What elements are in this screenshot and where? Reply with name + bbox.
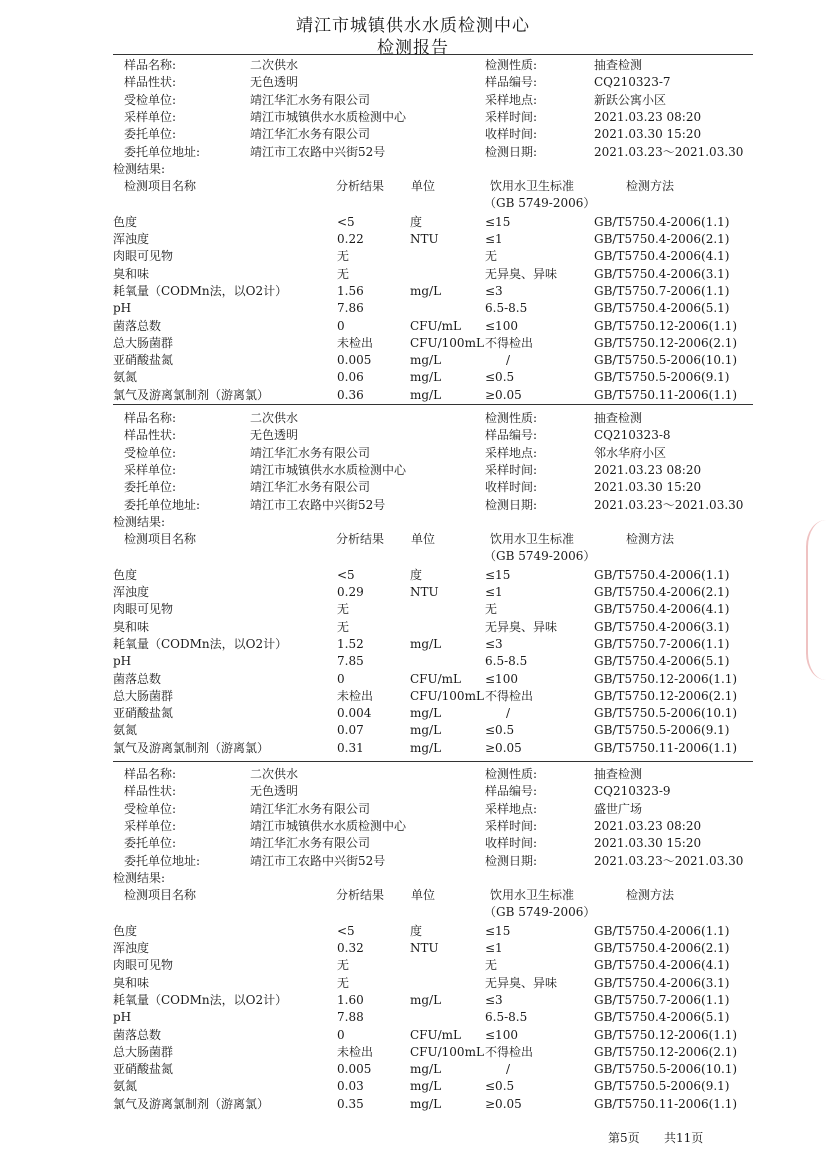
item-standard: ≥0.05 xyxy=(485,1096,522,1111)
item-name: 色度 xyxy=(113,923,138,938)
field-label: 样品编号: xyxy=(485,428,538,443)
item-standard: 无异臭、异味 xyxy=(485,619,558,634)
item-method: GB/T5750.7-2006(1.1) xyxy=(594,283,730,298)
field-label: 样品名称: xyxy=(124,58,177,72)
item-standard: 不得检出 xyxy=(485,335,534,350)
item-standard: / xyxy=(506,353,511,368)
item-unit: CFU/100mL xyxy=(410,335,484,350)
field-label: 采样时间: xyxy=(485,818,538,833)
item-method: GB/T5750.5-2006(9.1) xyxy=(594,1079,730,1094)
item-result: 1.56 xyxy=(337,283,364,298)
field-value: 盛世广场 xyxy=(594,801,643,816)
item-standard: 无 xyxy=(485,249,498,264)
item-method: GB/T5750.4-2006(5.1) xyxy=(594,654,730,669)
item-method: GB/T5750.4-2006(5.1) xyxy=(594,301,730,316)
column-header: 检测方法 xyxy=(626,888,675,903)
top-rule xyxy=(113,54,753,55)
item-method: GB/T5750.12-2006(2.1) xyxy=(594,688,738,703)
section-divider xyxy=(113,761,753,762)
item-name: 氯气及游离氯制剂（游离氯） xyxy=(113,387,270,402)
item-name: 肉眼可见物 xyxy=(113,249,174,264)
item-standard: 不得检出 xyxy=(485,1044,534,1059)
item-standard: 无异臭、异味 xyxy=(485,266,558,281)
item-name: 菌落总数 xyxy=(113,1027,162,1042)
item-method: GB/T5750.4-2006(2.1) xyxy=(594,585,730,599)
item-standard: ≤100 xyxy=(485,318,518,333)
item-standard: 6.5-8.5 xyxy=(485,301,528,316)
field-label: 委托单位: xyxy=(124,836,177,851)
item-result: 0.36 xyxy=(337,387,364,402)
item-standard: ≥0.05 xyxy=(485,387,522,402)
item-name: 浑浊度 xyxy=(113,941,150,955)
item-standard: / xyxy=(506,706,511,721)
item-name: 亚硝酸盐氮 xyxy=(113,1062,174,1077)
item-result: 7.88 xyxy=(337,1010,364,1025)
item-standard: 6.5-8.5 xyxy=(485,1010,528,1025)
field-label: 检测性质: xyxy=(485,411,538,425)
item-result: 无 xyxy=(337,266,350,281)
item-method: GB/T5750.12-2006(1.1) xyxy=(594,1027,738,1042)
field-value: 2021.03.23～2021.03.30 xyxy=(594,144,744,159)
field-label: 采样单位: xyxy=(124,462,177,477)
item-unit: 度 xyxy=(410,923,423,938)
item-unit: mg/L xyxy=(410,723,442,738)
column-header: 饮用水卫生标准 xyxy=(490,888,575,903)
item-method: GB/T5750.4-2006(1.1) xyxy=(594,923,730,938)
item-result: 0.06 xyxy=(337,370,364,385)
field-label: 委托单位: xyxy=(124,127,177,142)
item-name: 亚硝酸盐氮 xyxy=(113,706,174,721)
item-standard: ≤0.5 xyxy=(485,1079,515,1094)
item-result: 无 xyxy=(337,958,350,973)
field-label: 委托单位: xyxy=(124,480,177,495)
item-method: GB/T5750.12-2006(2.1) xyxy=(594,335,738,350)
column-header: 检测方法 xyxy=(626,532,675,547)
item-result: 0.32 xyxy=(337,941,364,955)
item-standard: ≤100 xyxy=(485,1027,518,1042)
sample-section xyxy=(0,57,826,407)
item-result: 无 xyxy=(337,249,350,264)
item-method: GB/T5750.12-2006(1.1) xyxy=(594,318,738,333)
item-name: 臭和味 xyxy=(113,266,150,281)
field-label: 检测性质: xyxy=(485,767,538,781)
field-value: 靖江市城镇供水水质检测中心 xyxy=(250,818,407,833)
item-result: 0 xyxy=(337,318,345,333)
item-result: 0.22 xyxy=(337,232,364,246)
item-standard: ≤100 xyxy=(485,671,518,686)
field-value: 无色透明 xyxy=(250,784,299,799)
results-label: 检测结果: xyxy=(113,870,166,885)
item-name: 氯气及游离氯制剂（游离氯） xyxy=(113,1096,270,1111)
field-value: 二次供水 xyxy=(250,411,299,425)
field-value: 靖江华汇水务有限公司 xyxy=(250,445,371,460)
item-method: GB/T5750.5-2006(9.1) xyxy=(594,370,730,385)
field-value: CQ210323-9 xyxy=(594,784,671,799)
field-value: 2021.03.23 08:20 xyxy=(594,462,702,477)
item-unit: mg/L xyxy=(410,1062,442,1077)
field-value: CQ210323-8 xyxy=(594,428,671,443)
field-value: 靖江市城镇供水水质检测中心 xyxy=(250,109,407,124)
item-name: 总大肠菌群 xyxy=(113,335,174,350)
item-result: 0.03 xyxy=(337,1079,364,1094)
item-method: GB/T5750.12-2006(1.1) xyxy=(594,671,738,686)
field-label: 受检单位: xyxy=(124,445,177,460)
item-result: 未检出 xyxy=(337,688,374,703)
field-value: 2021.03.23 08:20 xyxy=(594,109,702,124)
item-method: GB/T5750.4-2006(3.1) xyxy=(594,619,730,634)
field-value: 靖江华汇水务有限公司 xyxy=(250,92,371,107)
item-standard: 无异臭、异味 xyxy=(485,975,558,990)
item-unit: mg/L xyxy=(410,706,442,721)
field-value: 2021.03.30 15:20 xyxy=(594,127,702,142)
item-unit: CFU/100mL xyxy=(410,1044,484,1059)
field-value: 2021.03.23～2021.03.30 xyxy=(594,497,744,512)
item-name: 总大肠菌群 xyxy=(113,688,174,703)
field-label: 采样时间: xyxy=(485,462,538,477)
field-label: 收样时间: xyxy=(485,480,538,495)
item-unit: mg/L xyxy=(410,636,442,651)
item-method: GB/T5750.4-2006(2.1) xyxy=(594,232,730,246)
item-unit: mg/L xyxy=(410,353,442,368)
field-label: 样品性状: xyxy=(124,75,177,90)
item-standard: ≤0.5 xyxy=(485,723,515,738)
field-value: 靖江市城镇供水水质检测中心 xyxy=(250,462,407,477)
item-result: <5 xyxy=(337,567,355,582)
field-label: 受检单位: xyxy=(124,801,177,816)
item-result: <5 xyxy=(337,923,355,938)
field-label: 样品性状: xyxy=(124,428,177,443)
item-name: 总大肠菌群 xyxy=(113,1044,174,1059)
page-number: 第5页 xyxy=(608,1131,640,1145)
field-label: 收样时间: xyxy=(485,836,538,851)
item-method: GB/T5750.4-2006(4.1) xyxy=(594,958,730,973)
field-value: 靖江华汇水务有限公司 xyxy=(250,836,371,851)
field-label: 采样单位: xyxy=(124,109,177,124)
item-method: GB/T5750.7-2006(1.1) xyxy=(594,992,730,1007)
item-method: GB/T5750.5-2006(9.1) xyxy=(594,723,730,738)
sample-section xyxy=(0,410,826,760)
item-name: 色度 xyxy=(113,567,138,582)
item-name: 氨氮 xyxy=(113,370,138,385)
field-value: 无色透明 xyxy=(250,428,299,443)
item-result: 0 xyxy=(337,671,345,686)
item-standard: ≤1 xyxy=(485,941,503,955)
item-method: GB/T5750.4-2006(3.1) xyxy=(594,975,730,990)
item-unit: CFU/mL xyxy=(410,318,462,333)
field-label: 收样时间: xyxy=(485,127,538,142)
item-method: GB/T5750.11-2006(1.1) xyxy=(594,740,738,755)
item-method: GB/T5750.7-2006(1.1) xyxy=(594,636,730,651)
field-label: 检测日期: xyxy=(485,497,538,512)
field-value: 2021.03.23 08:20 xyxy=(594,818,702,833)
field-label: 采样单位: xyxy=(124,818,177,833)
field-value: 2021.03.30 15:20 xyxy=(594,836,702,851)
item-name: 肉眼可见物 xyxy=(113,602,174,617)
item-result: 0 xyxy=(337,1027,345,1042)
field-label: 受检单位: xyxy=(124,92,177,107)
column-header-sub: （GB 5749-2006） xyxy=(484,549,596,564)
field-value: 2021.03.30 15:20 xyxy=(594,480,702,495)
field-value: 二次供水 xyxy=(250,767,299,781)
field-value: CQ210323-7 xyxy=(594,75,671,90)
field-value: 邻水华府小区 xyxy=(594,445,667,460)
column-header: 检测方法 xyxy=(626,179,675,194)
field-label: 委托单位地址: xyxy=(124,144,201,159)
item-unit: 度 xyxy=(410,567,423,582)
item-unit: CFU/mL xyxy=(410,671,462,686)
field-value: 无色透明 xyxy=(250,75,299,90)
item-name: 浑浊度 xyxy=(113,232,150,246)
item-name: 臭和味 xyxy=(113,975,150,990)
item-method: GB/T5750.4-2006(5.1) xyxy=(594,1010,730,1025)
item-method: GB/T5750.12-2006(2.1) xyxy=(594,1044,738,1059)
column-header: 检测项目名称 xyxy=(124,532,197,547)
item-unit: mg/L xyxy=(410,370,442,385)
item-unit: mg/L xyxy=(410,387,442,402)
field-label: 样品名称: xyxy=(124,411,177,425)
column-header-sub: （GB 5749-2006） xyxy=(484,196,596,211)
item-unit: NTU xyxy=(410,585,439,599)
item-standard: ≤15 xyxy=(485,923,511,938)
field-label: 样品性状: xyxy=(124,784,177,799)
field-label: 采样地点: xyxy=(485,801,538,816)
column-header: 单位 xyxy=(411,888,436,903)
field-label: 样品编号: xyxy=(485,75,538,90)
item-method: GB/T5750.4-2006(3.1) xyxy=(594,266,730,281)
column-header: 分析结果 xyxy=(336,532,385,547)
column-header: 饮用水卫生标准 xyxy=(490,179,575,194)
item-method: GB/T5750.4-2006(4.1) xyxy=(594,602,730,617)
field-label: 采样时间: xyxy=(485,109,538,124)
item-name: 臭和味 xyxy=(113,619,150,634)
item-result: 0.35 xyxy=(337,1096,364,1111)
item-method: GB/T5750.4-2006(1.1) xyxy=(594,214,730,229)
results-label: 检测结果: xyxy=(113,514,166,529)
field-value: 2021.03.23～2021.03.30 xyxy=(594,853,744,868)
item-standard: ≤15 xyxy=(485,567,511,582)
item-name: 亚硝酸盐氮 xyxy=(113,353,174,368)
field-value: 新跃公寓小区 xyxy=(594,92,667,107)
sample-section xyxy=(0,766,826,1116)
item-method: GB/T5750.4-2006(4.1) xyxy=(594,249,730,264)
column-header-sub: （GB 5749-2006） xyxy=(484,905,596,920)
item-name: 氨氮 xyxy=(113,723,138,738)
field-value: 抽查检测 xyxy=(594,767,643,781)
item-name: pH xyxy=(113,1010,132,1025)
column-header: 分析结果 xyxy=(336,888,385,903)
item-unit: mg/L xyxy=(410,283,442,298)
item-unit: CFU/mL xyxy=(410,1027,462,1042)
field-label: 委托单位地址: xyxy=(124,853,201,868)
item-method: GB/T5750.4-2006(2.1) xyxy=(594,941,730,955)
item-name: 色度 xyxy=(113,214,138,229)
item-unit: mg/L xyxy=(410,1079,442,1094)
item-standard: / xyxy=(506,1062,511,1077)
field-label: 检测日期: xyxy=(485,853,538,868)
field-label: 样品编号: xyxy=(485,784,538,799)
column-header: 分析结果 xyxy=(336,179,385,194)
field-value: 靖江华汇水务有限公司 xyxy=(250,127,371,142)
field-value: 靖江华汇水务有限公司 xyxy=(250,480,371,495)
item-result: 0.004 xyxy=(337,706,372,721)
item-standard: 6.5-8.5 xyxy=(485,654,528,669)
item-unit: mg/L xyxy=(410,740,442,755)
item-method: GB/T5750.5-2006(10.1) xyxy=(594,1062,738,1077)
item-result: 0.005 xyxy=(337,1062,372,1077)
item-name: 肉眼可见物 xyxy=(113,958,174,973)
org-title: 靖江市城镇供水水质检测中心 xyxy=(296,16,530,36)
report-title: 检测报告 xyxy=(377,38,449,58)
item-name: 耗氧量（CODMn法，以O2计） xyxy=(113,992,288,1007)
item-name: pH xyxy=(113,301,132,316)
item-unit: 度 xyxy=(410,214,423,229)
item-method: GB/T5750.11-2006(1.1) xyxy=(594,387,738,402)
field-value: 抽查检测 xyxy=(594,411,643,425)
item-unit: mg/L xyxy=(410,1096,442,1111)
column-header: 单位 xyxy=(411,179,436,194)
item-result: 0.29 xyxy=(337,585,364,599)
item-name: pH xyxy=(113,654,132,669)
item-standard: 无 xyxy=(485,958,498,973)
column-header: 单位 xyxy=(411,532,436,547)
item-standard: ≤3 xyxy=(485,992,503,1007)
item-result: 无 xyxy=(337,619,350,634)
item-name: 氯气及游离氯制剂（游离氯） xyxy=(113,740,270,755)
item-result: 无 xyxy=(337,602,350,617)
item-result: 未检出 xyxy=(337,335,374,350)
item-name: 菌落总数 xyxy=(113,671,162,686)
column-header: 检测项目名称 xyxy=(124,888,197,903)
item-result: 7.86 xyxy=(337,301,364,316)
item-name: 耗氧量（CODMn法，以O2计） xyxy=(113,636,288,651)
field-label: 样品名称: xyxy=(124,767,177,781)
field-label: 检测日期: xyxy=(485,144,538,159)
item-unit: NTU xyxy=(410,232,439,246)
item-result: 1.60 xyxy=(337,992,364,1007)
column-header: 检测项目名称 xyxy=(124,179,197,194)
field-label: 采样地点: xyxy=(485,92,538,107)
item-unit: CFU/100mL xyxy=(410,688,484,703)
item-standard: ≤15 xyxy=(485,214,511,229)
field-value: 靖江市工农路中兴街52号 xyxy=(250,853,386,868)
field-value: 二次供水 xyxy=(250,58,299,72)
seal-stamp xyxy=(806,520,826,680)
item-result: 1.52 xyxy=(337,636,364,651)
item-result: 0.07 xyxy=(337,723,364,738)
column-header: 饮用水卫生标准 xyxy=(490,532,575,547)
item-standard: ≤3 xyxy=(485,283,503,298)
field-label: 采样地点: xyxy=(485,445,538,460)
field-label: 委托单位地址: xyxy=(124,497,201,512)
item-standard: 不得检出 xyxy=(485,688,534,703)
item-standard: ≤1 xyxy=(485,585,503,599)
item-standard: 无 xyxy=(485,602,498,617)
page-total: 共11页 xyxy=(664,1131,704,1145)
field-label: 检测性质: xyxy=(485,58,538,72)
item-result: 无 xyxy=(337,975,350,990)
item-result: 0.005 xyxy=(337,353,372,368)
item-method: GB/T5750.4-2006(1.1) xyxy=(594,567,730,582)
item-name: 菌落总数 xyxy=(113,318,162,333)
field-value: 靖江华汇水务有限公司 xyxy=(250,801,371,816)
item-standard: ≤1 xyxy=(485,232,503,246)
item-method: GB/T5750.5-2006(10.1) xyxy=(594,353,738,368)
item-name: 耗氧量（CODMn法，以O2计） xyxy=(113,283,288,298)
field-value: 靖江市工农路中兴街52号 xyxy=(250,497,386,512)
item-standard: ≤3 xyxy=(485,636,503,651)
item-method: GB/T5750.11-2006(1.1) xyxy=(594,1096,738,1111)
item-unit: NTU xyxy=(410,941,439,955)
item-standard: ≥0.05 xyxy=(485,740,522,755)
item-result: 7.85 xyxy=(337,654,364,669)
item-result: 未检出 xyxy=(337,1044,374,1059)
field-value: 靖江市工农路中兴街52号 xyxy=(250,144,386,159)
field-value: 抽查检测 xyxy=(594,58,643,72)
item-name: 氨氮 xyxy=(113,1079,138,1094)
item-unit: mg/L xyxy=(410,992,442,1007)
item-standard: ≤0.5 xyxy=(485,370,515,385)
item-result: <5 xyxy=(337,214,355,229)
item-result: 0.31 xyxy=(337,740,364,755)
item-method: GB/T5750.5-2006(10.1) xyxy=(594,706,738,721)
item-name: 浑浊度 xyxy=(113,585,150,599)
results-label: 检测结果: xyxy=(113,161,166,176)
